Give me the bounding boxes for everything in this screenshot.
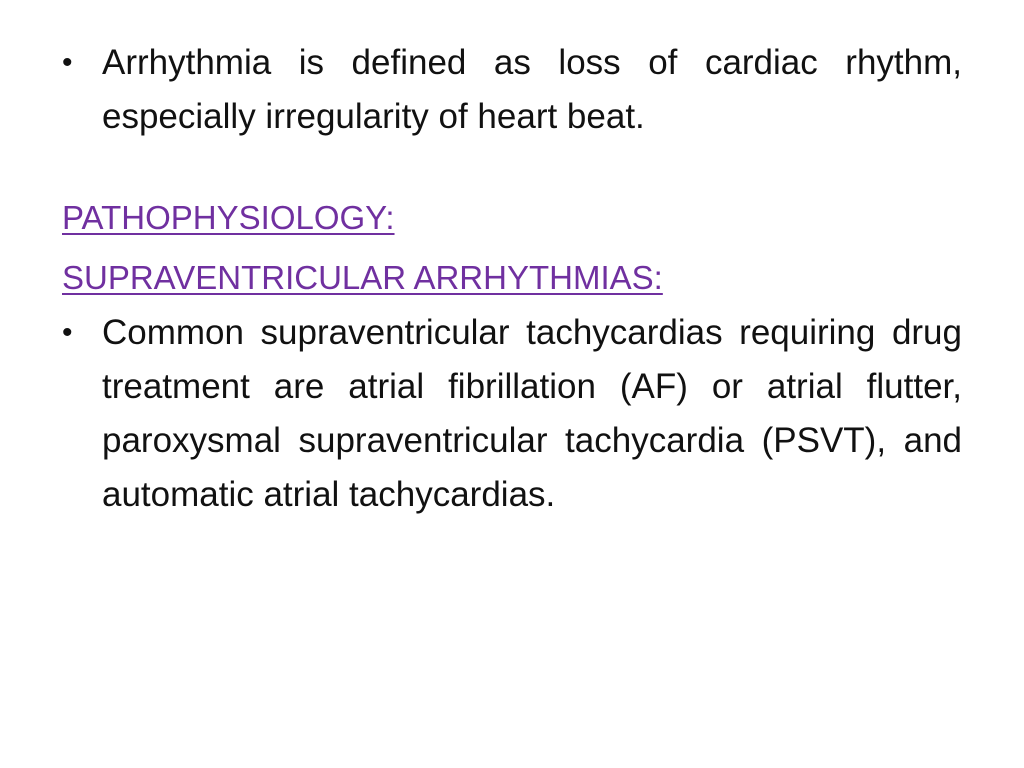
heading-pathophysiology: PATHOPHYSIOLOGY:	[62, 199, 395, 236]
bullet-text: Arrhythmia is defined as loss of cardiac rhythm, especially irregularity of heart beat.	[102, 43, 962, 136]
bullet-item-definition	[62, 36, 962, 144]
bullet-text: Common supraventricular tachycardias requiring drug treatment are atrial fibrillation (AF) or atrial flutter, paroxysmal supraventricular tachycardia (PSVT), and automatic atrial tachycardias.	[102, 313, 962, 514]
slide-content	[62, 36, 962, 522]
bullet-item-tachycardias	[62, 306, 962, 522]
bullet-icon: •	[62, 316, 73, 349]
spacer	[62, 238, 962, 258]
spacer	[62, 144, 962, 198]
bullet-icon: •	[62, 46, 73, 79]
heading-supraventricular-arrhythmias: SUPRAVENTRICULAR ARRHYTHMIAS:	[62, 259, 663, 296]
